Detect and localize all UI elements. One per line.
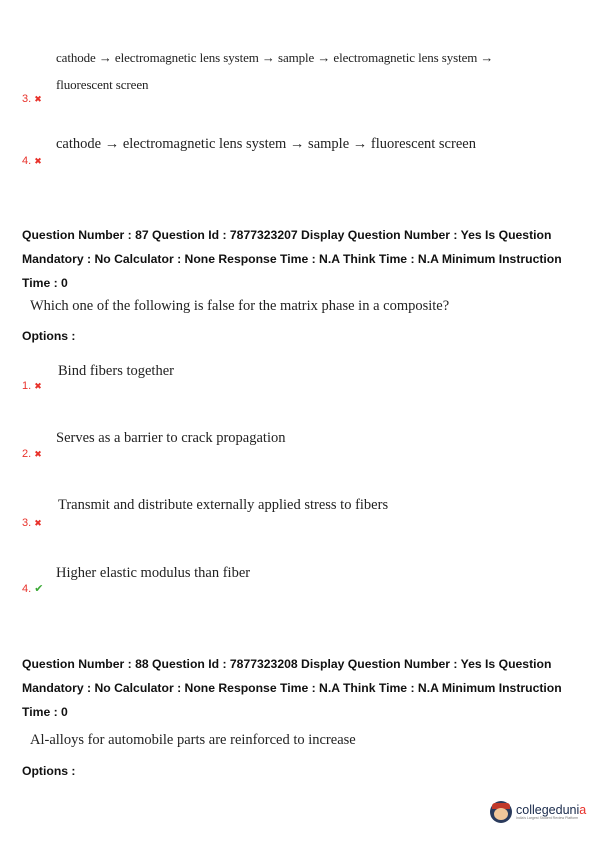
q88-question-text: Al-alloys for automobile parts are reinforced to increase: [30, 732, 356, 748]
prev-option-4-text: cathode → electromagnetic lens system → sample → fluorescent screen: [56, 136, 476, 152]
prev-option-4-number: [22, 149, 42, 168]
wrong-mark-icon: ✖: [34, 157, 42, 167]
q87-option-1-number: [22, 374, 42, 393]
q87-option-4-number: [22, 577, 43, 596]
option-number: 4.: [22, 583, 32, 595]
q88-meta-line3: Time : 0: [22, 705, 68, 719]
q88-meta-line2: Mandatory : No Calculator : None Response Time : N.A Think Time : N.A Minimum Instruction: [22, 681, 562, 695]
q87-options-label: Options :: [22, 329, 76, 343]
wrong-mark-icon: ✖: [34, 382, 42, 392]
q87-meta-line3: Time : 0: [22, 276, 68, 290]
option-number: 2.: [22, 448, 32, 460]
q87-option-1-text: Bind fibers together: [58, 363, 174, 379]
correct-check-icon: ✔: [34, 582, 44, 595]
collegedunia-logo: [490, 801, 586, 823]
wrong-mark-icon: ✖: [34, 519, 42, 529]
option-number: 1.: [22, 380, 32, 392]
q87-option-4-text: Higher elastic modulus than fiber: [56, 565, 251, 581]
prev-option-3-text-line1: cathode → electromagnetic lens system → sample → electromagnetic lens system →: [56, 50, 494, 65]
wrong-mark-icon: ✖: [34, 450, 42, 460]
prev-option-3-number: [22, 87, 42, 106]
q87-question-text: Which one of the following is false for the matrix phase in a composite?: [30, 298, 450, 314]
wrong-mark-icon: ✖: [34, 95, 42, 105]
q87-option-2-text: Serves as a barrier to crack propagation: [56, 430, 286, 446]
q87-meta-line1: Question Number : 87 Question Id : 7877323207 Display Question Number : Yes Is Question: [22, 228, 552, 242]
logo-tagline: India's Largest Student Review Platform: [516, 816, 579, 820]
q88-meta-line1: Question Number : 88 Question Id : 7877323208 Display Question Number : Yes Is Question: [22, 657, 552, 671]
q88-options-label: Options :: [22, 764, 76, 778]
q87-option-3-text: Transmit and distribute externally applied stress to fibers: [58, 497, 389, 513]
option-number: 4.: [22, 155, 32, 167]
option-number: 3.: [22, 517, 32, 529]
q87-option-3-number: [22, 511, 42, 530]
logo-name: collegedunia: [516, 802, 587, 817]
mascot-icon: [490, 801, 512, 823]
q87-option-2-number: [22, 442, 42, 461]
option-number: 3.: [22, 93, 32, 105]
prev-option-3-text-line2: fluorescent screen: [56, 77, 149, 92]
q87-meta-line2: Mandatory : No Calculator : None Response Time : N.A Think Time : N.A Minimum Instruction: [22, 252, 562, 266]
